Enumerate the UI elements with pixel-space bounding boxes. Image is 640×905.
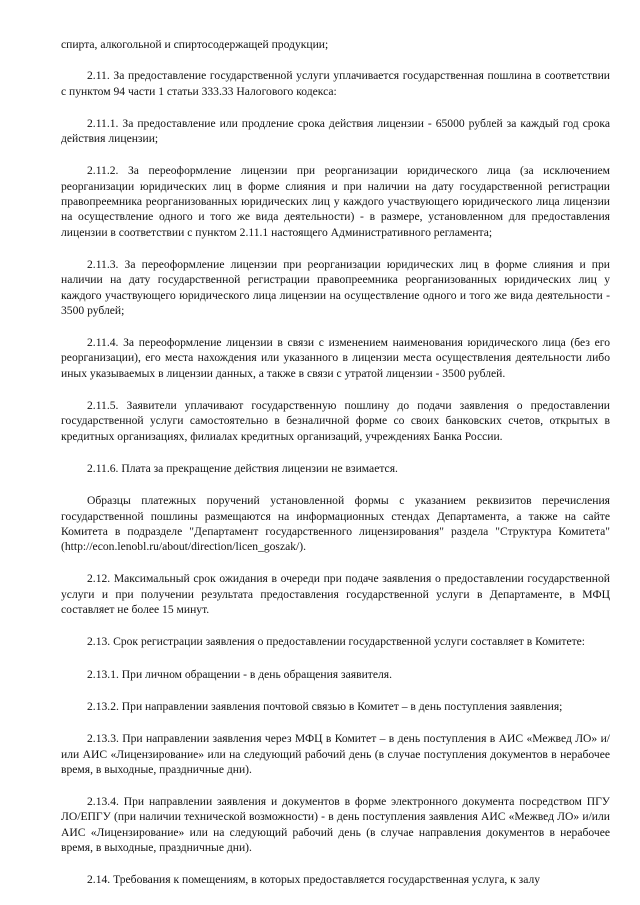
paragraph-2-13-4: 2.13.4. При направлении заявления и документов в форме электронного документа посредством ПГУ ЛО/ЕПГУ (при наличии технической возможности) - в день поступления заявления АИС «Межвед ЛО» и/или АИС «Лицензирование» или на следующий рабочий день (в случае направления документов в нерабочее время, в выходные, праздничные дни). [61, 795, 610, 854]
paragraph-2-13-1: 2.13.1. При личном обращении - в день обращения заявителя. [87, 667, 392, 681]
paragraph-2-14: 2.14. Требования к помещениям, в которых предоставляется государственная услуга, к залу [87, 873, 541, 887]
paragraph-2-11: 2.11. За предоставление государственной услуги уплачивается государственная пошлина в соответствии с пунктом 94 части 1 статьи 333.33 Налогового кодекса: [61, 69, 610, 98]
paragraph-2-11-1: 2.11.1. За предоставление или продление срока действия лицензии - 65000 рублей за каждый год срока действия лицензии; [61, 116, 610, 146]
paragraph-2-13-3: 2.13.3. При направлении заявления через МФЦ в Комитет – в день поступления в АИС «Межвед ЛО» и/или АИС «Лицензирование» или на следующий рабочий день (в случае поступления документов в нерабочее время, в выходные, праздничные дни). [61, 732, 610, 776]
paragraph-payment-samples: Образцы платежных поручений установленной формы с указанием реквизитов перечисления государственной пошлины размещаются на информационных стендах Департамента, а также на сайте Комитета в подразделе "Департамент государственного лицензирования" раздела "Структура Комитета" (http://econ.lenobl.ru/about/direction/licen_goszak/). [61, 494, 610, 554]
document-page [61, 37, 610, 888]
paragraph-2-12: 2.12. Максимальный срок ожидания в очереди при подаче заявления о предоставлении государственной услуги и при получении результата предоставления государственной услуги в Департаменте, в МФЦ составляет не более 15 минут. [61, 572, 610, 617]
paragraph-2-11-5: 2.11.5. Заявители уплачивают государственную пошлину до подачи заявления о предоставлении государственной услуги самостоятельно в безналичной форме со своих банковских счетов, открытых в кредитных организациях, филиалах кредитных организаций, учреждениях Банка России. [61, 399, 610, 443]
paragraph-2-11-3: 2.11.3. За переоформление лицензии при реорганизации юридических лиц в форме слияния и при наличии на дату государственной регистрации правопреемника реорганизованных юридических лиц у каждого участвующего юридического лица лицензии на осуществление одного и того же вида деятельности - 3500 рублей; [61, 257, 610, 317]
paragraph-2-13-2: 2.13.2. При направлении заявления почтовой связью в Комитет – в день поступления заявления; [87, 699, 563, 713]
paragraph-continuation: спирта, алкогольной и спиртосодержащей продукции; [61, 38, 329, 51]
paragraph-2-11-4: 2.11.4. За переоформление лицензии в связи с изменением наименования юридического лица (без его реорганизации), его места нахождения или указанного в лицензии места осуществления деятельности либо иных указываемых в лицензии данных, а также в связи с утратой лицензии - 3500 рублей. [61, 336, 610, 380]
paragraph-2-11-6: 2.11.6. Плата за прекращение действия лицензии не взимается. [87, 461, 398, 475]
paragraph-2-11-2: 2.11.2. За переоформление лицензии при реорганизации юридического лица (за исключением реорганизации юридических лиц в форме слияния и при наличии на дату государственной регистрации правопреемника реорганизованных юридических лиц у каждого участвующего юридического лица лицензии на осуществление одного и того же вида деятельности) - в размере, установленном для предоставления лицензии в соответствии с пунктом 2.11.1 настоящего Административного регламента; [61, 164, 610, 239]
paragraph-2-13: 2.13. Срок регистрации заявления о предоставлении государственной услуги составляет в Комитете: [87, 635, 586, 649]
